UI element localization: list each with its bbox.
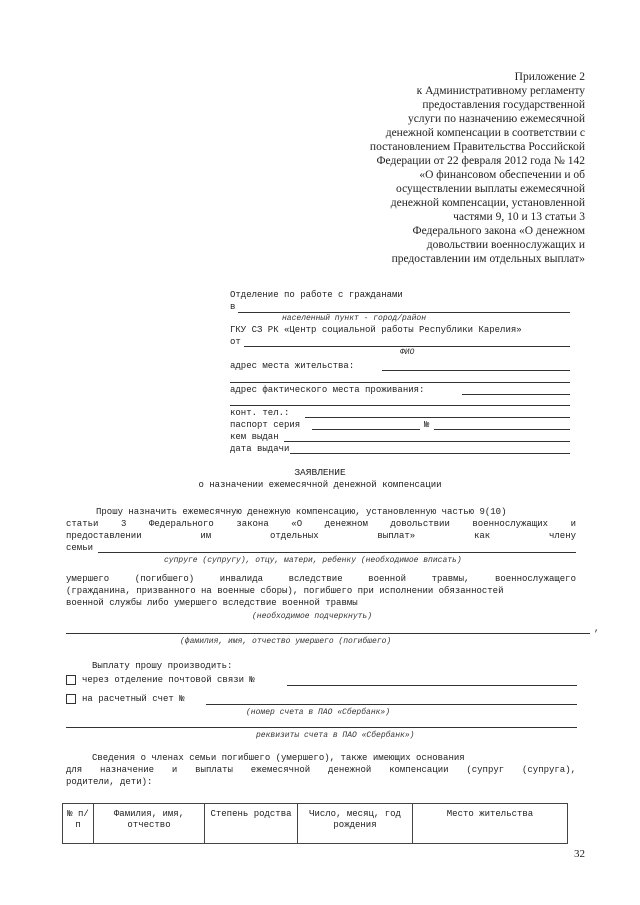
post-office-number-field[interactable] [287, 685, 577, 686]
table-header-row [63, 804, 568, 844]
p1-line-1: Прошу назначить ежемесячную денежную компенсацию, установленную частью 9(10) [96, 507, 507, 517]
appendix-line: к Административному регламенту [416, 85, 585, 97]
in-prefix: в [230, 302, 236, 312]
col-birth-date: Число, месяц, год рождения [298, 804, 413, 844]
col-residence: Место жительства [413, 804, 568, 844]
actual-address-field[interactable] [462, 394, 570, 395]
account-caption: (номер счета в ПАО «Сбербанк») [246, 708, 391, 717]
comma: , [594, 624, 600, 634]
phone-label: конт. тел.: [230, 408, 290, 418]
residence-field-2[interactable] [230, 382, 570, 383]
appendix-line: довольствии военнослужащих и [426, 239, 585, 251]
issued-by-field[interactable] [284, 441, 570, 442]
account-checkbox[interactable] [66, 694, 76, 704]
account-label: на расчетный счет № [82, 694, 185, 704]
p1-line-3: предоставлении им отдельных выплат» как члену [66, 531, 576, 541]
org-line: ГКУ СЗ РК «Центр социальной работы Республики Карелия» [230, 325, 522, 335]
p1-line-4: семьи [66, 543, 94, 553]
locality-field[interactable] [238, 312, 570, 313]
page-number: 32 [574, 848, 585, 860]
payment-intro: Выплату прошу производить: [92, 661, 233, 671]
relation-caption: супруге (супругу), отцу, матери, ребенку (необходимое вписать) [164, 556, 462, 565]
account-number-field[interactable] [206, 704, 577, 705]
passport-series-field[interactable] [312, 429, 420, 430]
residence-label: адрес места жительства: [230, 361, 355, 371]
applicant-fio-field[interactable] [244, 346, 570, 347]
appendix-line: «О финансовом обеспечении и об [419, 169, 585, 181]
strike-caption: (необходимое подчеркнуть) [252, 612, 373, 621]
appendix-line: постановлением Правительства Российской [369, 141, 585, 153]
document-subtitle: о назначении ежемесячной денежной компенсации [198, 480, 442, 490]
post-office-checkbox[interactable] [66, 675, 76, 685]
issue-date-label: дата выдачи [230, 444, 290, 454]
members-intro-3: родители, дети): [66, 777, 153, 787]
actual-address-label: адрес фактического места проживания: [230, 385, 425, 395]
col-relation: Степень родства [205, 804, 298, 844]
appendix-line: предоставления государственной [422, 99, 585, 111]
family-members-table [62, 803, 568, 844]
deceased-fio-field[interactable] [66, 633, 590, 634]
p1-line-2: статьи 3 Федерального закона «О денежном довольствии военнослужащих и [66, 519, 576, 529]
appendix-line: частями 9, 10 и 13 статьи 3 [453, 211, 585, 223]
issued-by-label: кем выдан [230, 432, 279, 442]
phone-field[interactable] [305, 417, 570, 418]
locality-caption: населенный пункт - город/район [282, 314, 427, 323]
deceased-fio-caption: (фамилия, имя, отчество умершего (погибшего) [180, 637, 392, 646]
dept-line: Отделение по работе с гражданами [230, 290, 403, 300]
residence-field[interactable] [382, 370, 570, 371]
actual-address-field-2[interactable] [230, 405, 570, 406]
bank-details-field[interactable] [66, 727, 577, 728]
appendix-header [325, 70, 585, 266]
appendix-line: Федерального закона «О денежном [412, 225, 585, 237]
relation-field[interactable] [98, 552, 576, 553]
col-fio: Фамилия, имя, отчество [94, 804, 205, 844]
appendix-line: услуги по назначению ежемесячной [407, 113, 585, 125]
members-intro-1: Сведения о членах семьи погибшего (умершего), также имеющих основания [92, 753, 465, 763]
appendix-line: Приложение 2 [514, 71, 585, 83]
appendix-line: денежной компенсации, установленной [390, 197, 585, 209]
p2-line-3: военной службы либо умершего вследствие военной травмы [66, 598, 358, 608]
appendix-line: Федерации от 22 февраля 2012 года № 142 [376, 155, 585, 167]
p2-line-2: (гражданина, призванного на военные сборы), погибшего при исполнении обязанностей [66, 586, 504, 596]
bank-details-caption: реквизиты счета в ПАО «Сбербанк») [256, 731, 415, 740]
members-intro-2: для назначение и выплаты ежемесячной денежной компенсации (супруг (супруга), [66, 765, 576, 775]
from-prefix: от [230, 337, 241, 347]
appendix-line: денежной компенсации в соответствии с [385, 127, 585, 139]
passport-number-field[interactable] [434, 429, 570, 430]
passport-label: паспорт серия [230, 420, 301, 430]
post-office-label: через отделение почтовой связи № [82, 675, 255, 685]
appendix-line: предоставлении им отдельных выплат» [391, 253, 585, 265]
document-title: ЗАЯВЛЕНИЕ [294, 467, 346, 478]
col-number: № п/п [63, 804, 94, 844]
passport-number-sign: № [424, 420, 430, 430]
issue-date-field[interactable] [290, 453, 570, 454]
appendix-line: осуществлении выплаты ежемесячной [396, 183, 585, 195]
p2-line-1: умершего (погибшего) инвалида вследствие военной травмы, военнослужащего [66, 574, 576, 584]
fio-caption: ФИО [400, 348, 415, 357]
